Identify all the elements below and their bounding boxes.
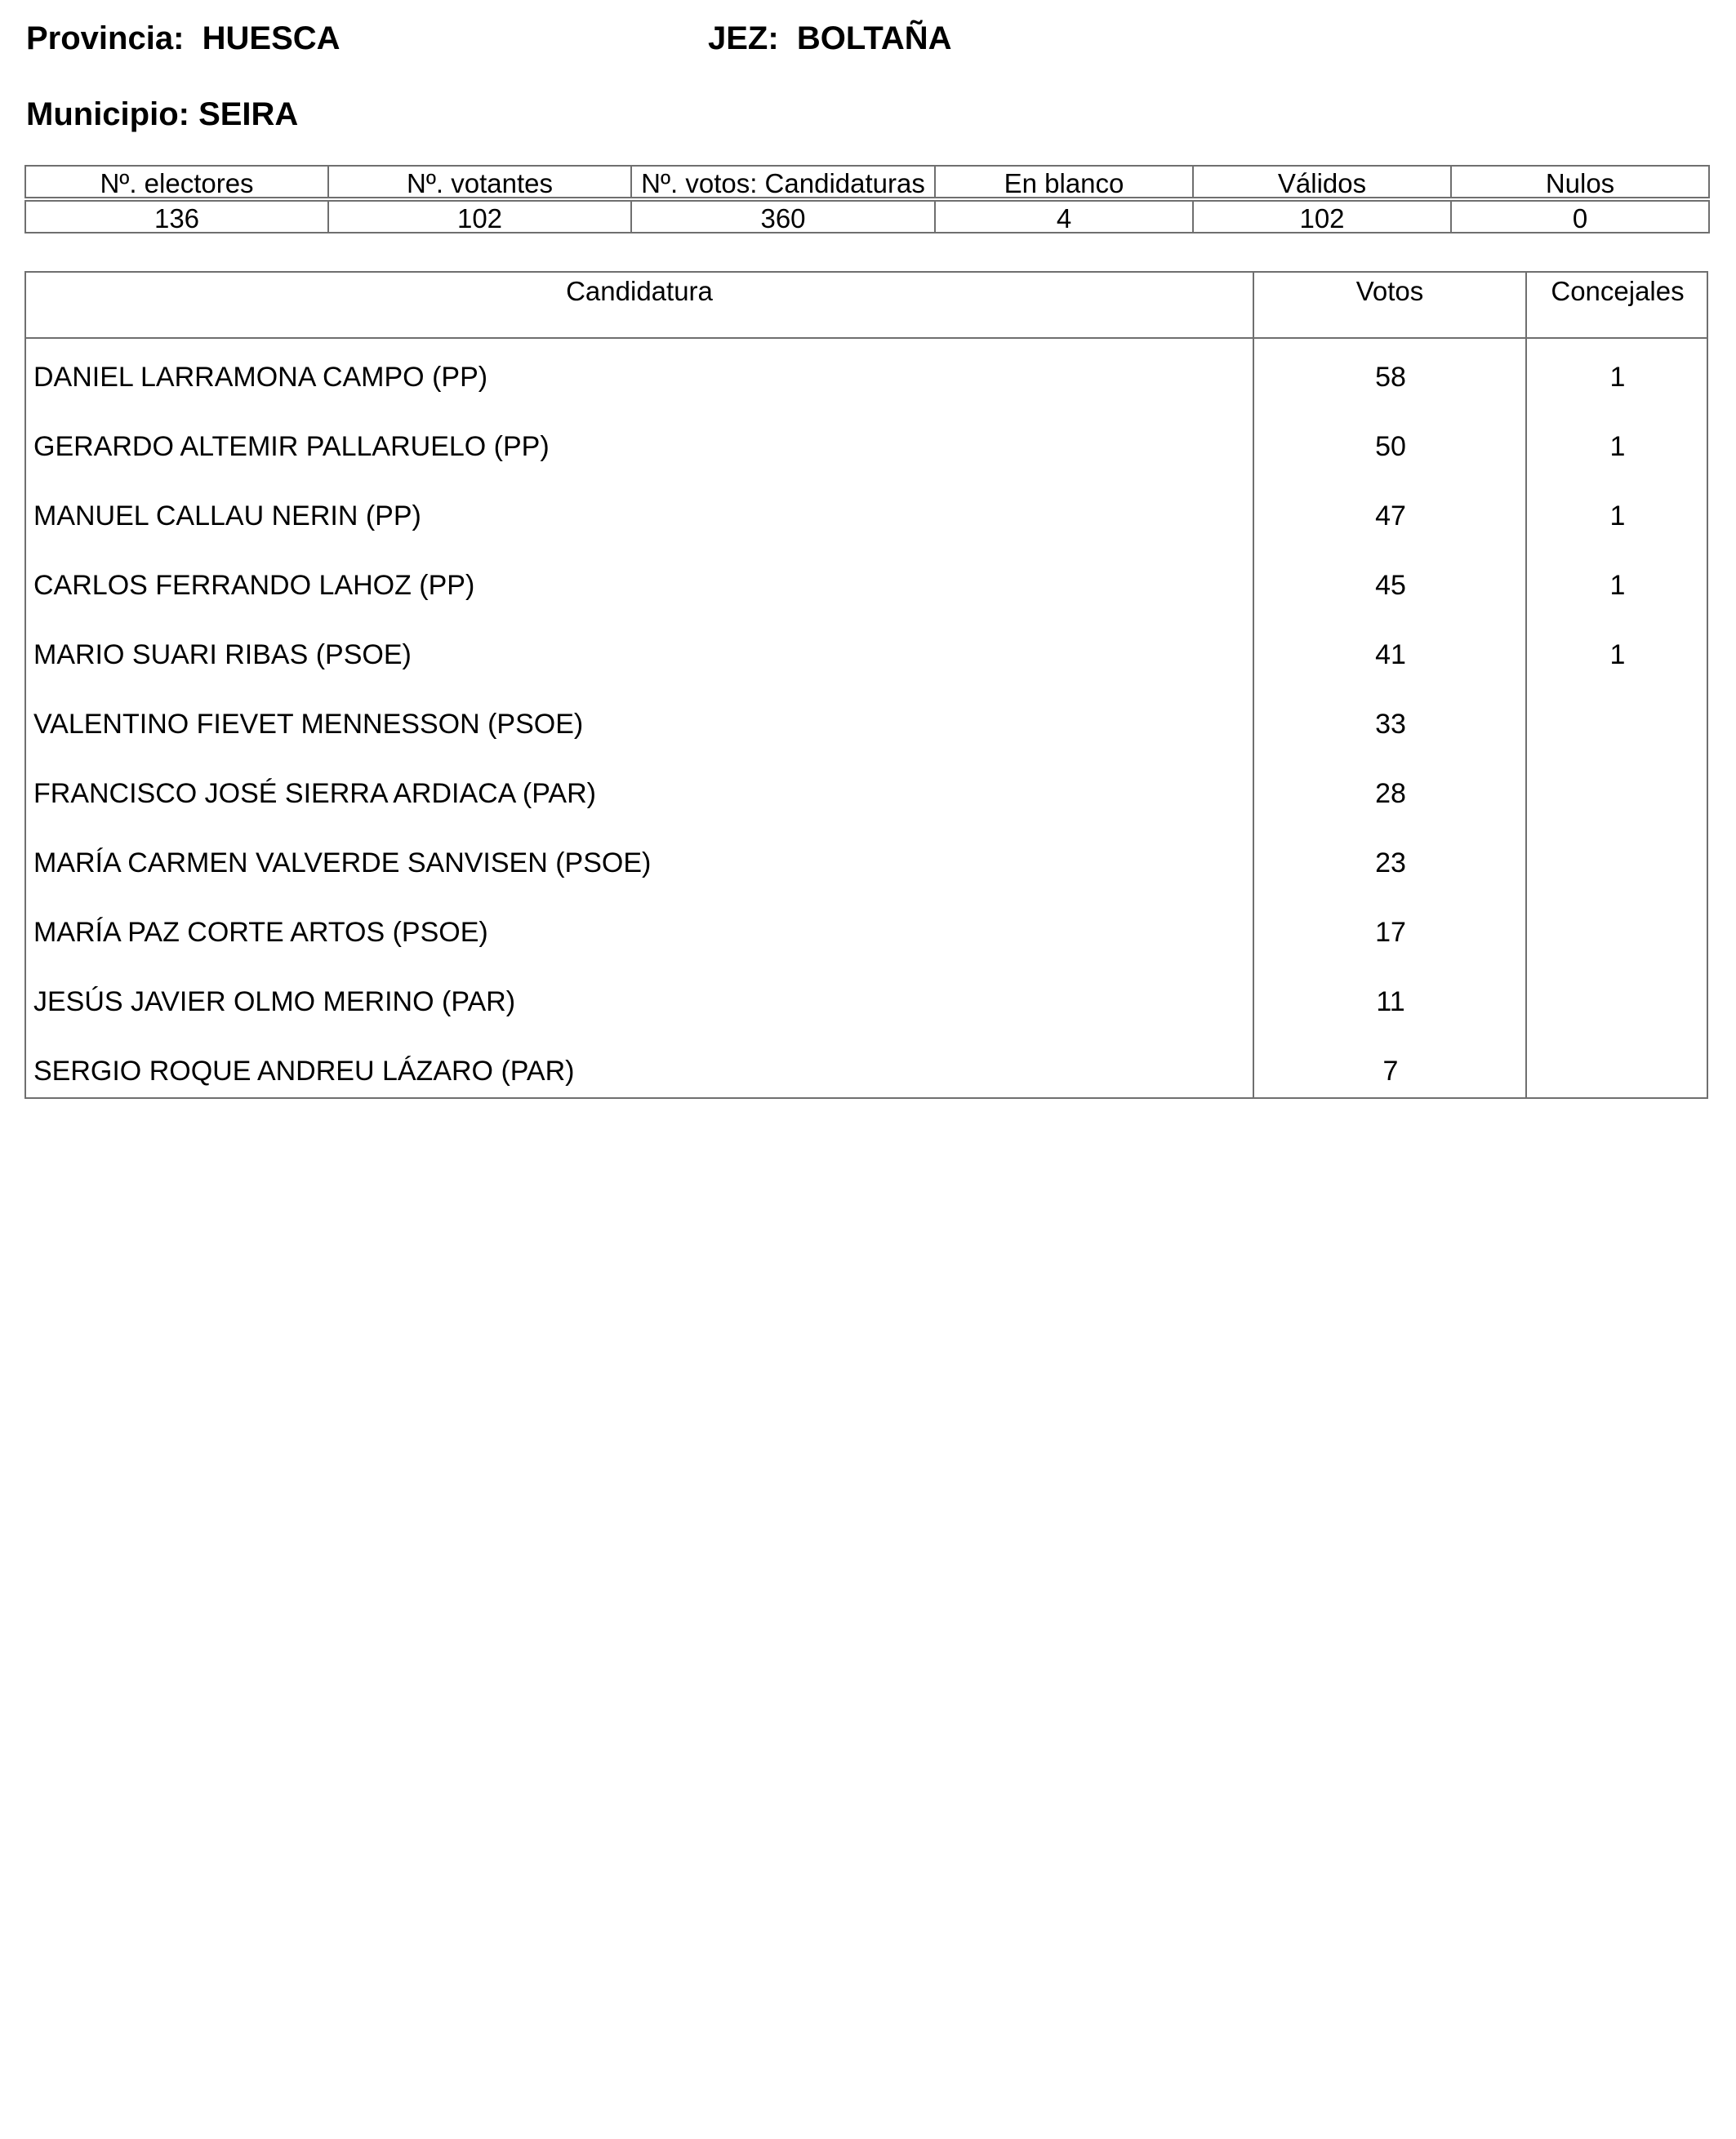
candidate-row — [26, 339, 1707, 408]
summary-table — [24, 165, 1710, 233]
summary-header-row — [25, 166, 1709, 198]
summary-value-validos: 102 — [1193, 201, 1451, 233]
municipio-heading: Municipio: SEIRA — [26, 96, 299, 132]
candidate-votes: 41 — [1375, 639, 1406, 670]
candidate-votes: 7 — [1382, 1056, 1399, 1087]
summary-header-validos: Válidos — [1193, 166, 1451, 198]
candidate-row — [26, 755, 1707, 825]
candidate-name: MARÍA PAZ CORTE ARTOS (PSOE) — [33, 917, 488, 948]
candidate-row — [26, 894, 1707, 963]
candidate-name: CARLOS FERRANDO LAHOZ (PP) — [33, 570, 475, 601]
summary-value-electores: 136 — [25, 201, 328, 233]
header-candidatura: Candidatura — [566, 276, 713, 306]
header-concejales: Concejales — [1551, 276, 1685, 306]
candidate-name: MANUEL CALLAU NERIN (PP) — [33, 500, 421, 531]
candidate-row — [26, 408, 1707, 478]
summary-value-votantes: 102 — [328, 201, 631, 233]
candidate-seats: 1 — [1609, 431, 1626, 462]
candidate-votes: 23 — [1375, 847, 1406, 878]
candidate-row — [26, 686, 1707, 755]
candidate-row — [26, 478, 1707, 547]
summary-value-row — [25, 201, 1709, 233]
summary-header-en-blanco: En blanco — [935, 166, 1193, 198]
candidate-name: SERGIO ROQUE ANDREU LÁZARO (PAR) — [33, 1056, 575, 1087]
candidate-votes: 28 — [1375, 778, 1406, 809]
candidates-table — [24, 271, 1708, 1099]
candidate-seats: 1 — [1609, 500, 1626, 531]
candidate-row — [26, 547, 1707, 616]
candidate-votes: 17 — [1375, 917, 1406, 948]
summary-header-electores: Nº. electores — [25, 166, 328, 198]
provincia-heading: Provincia: HUESCA — [26, 20, 341, 56]
summary-header-nulos: Nulos — [1451, 166, 1709, 198]
jez-heading: JEZ: BOLTAÑA — [708, 20, 952, 56]
candidate-name: DANIEL LARRAMONA CAMPO (PP) — [33, 362, 488, 393]
candidate-votes: 11 — [1376, 986, 1405, 1017]
candidate-name: MARIO SUARI RIBAS (PSOE) — [33, 639, 412, 670]
candidate-votes: 45 — [1375, 570, 1406, 601]
candidate-votes: 50 — [1375, 431, 1406, 462]
candidate-name: FRANCISCO JOSÉ SIERRA ARDIACA (PAR) — [33, 778, 596, 809]
header-votos: Votos — [1355, 276, 1424, 306]
candidate-row — [26, 1033, 1707, 1102]
candidate-seats: 1 — [1609, 570, 1626, 601]
summary-value-nulos: 0 — [1451, 201, 1709, 233]
candidate-row — [26, 616, 1707, 686]
candidate-row — [26, 963, 1707, 1033]
candidate-seats: 1 — [1609, 639, 1626, 670]
candidate-name: JESÚS JAVIER OLMO MERINO (PAR) — [33, 986, 516, 1017]
candidate-name: VALENTINO FIEVET MENNESSON (PSOE) — [33, 709, 584, 740]
summary-value-votos-candidaturas: 360 — [631, 201, 935, 233]
candidate-votes: 47 — [1375, 500, 1406, 531]
summary-header-votos-candidaturas: Nº. votos: Candidaturas — [631, 166, 935, 198]
summary-header-votantes: Nº. votantes — [328, 166, 631, 198]
candidate-name: MARÍA CARMEN VALVERDE SANVISEN (PSOE) — [33, 847, 652, 878]
candidate-votes: 33 — [1375, 709, 1406, 740]
candidate-row — [26, 825, 1707, 894]
candidate-seats: 1 — [1609, 362, 1626, 393]
candidate-votes: 58 — [1375, 362, 1406, 393]
candidate-name: GERARDO ALTEMIR PALLARUELO (PP) — [33, 431, 550, 462]
summary-value-en-blanco: 4 — [935, 201, 1193, 233]
